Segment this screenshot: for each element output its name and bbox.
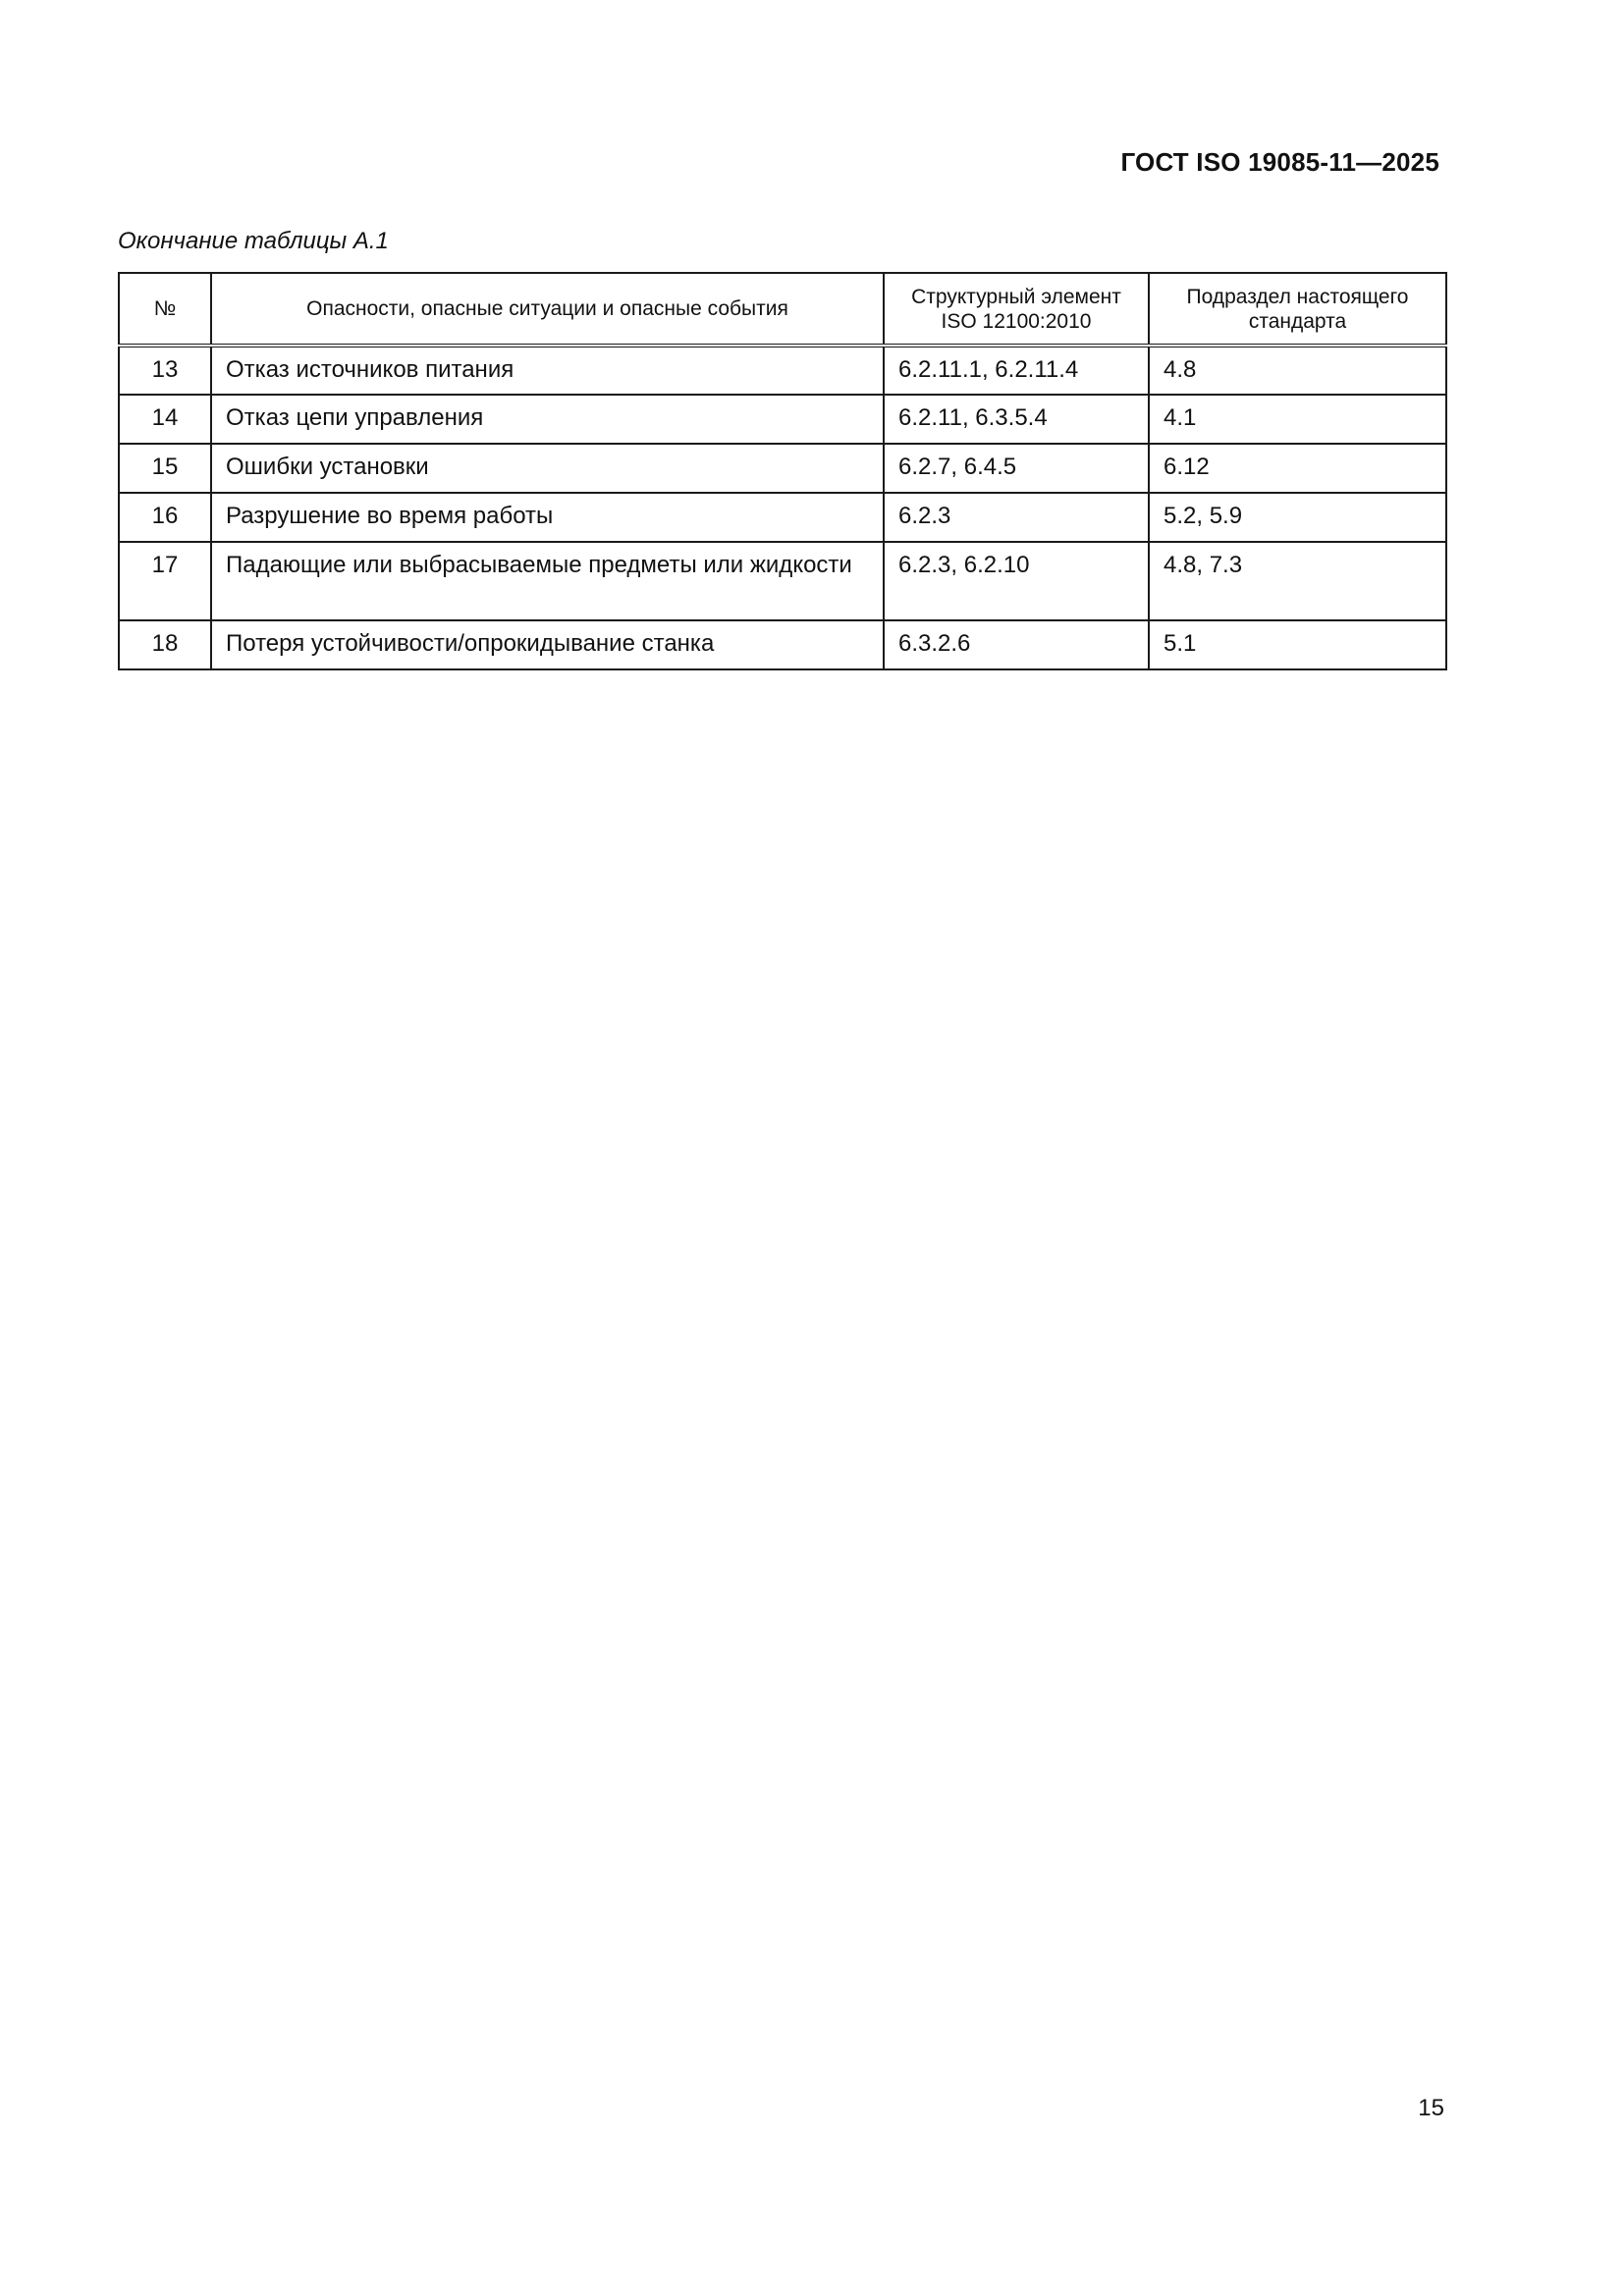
table-header-row <box>119 273 1446 346</box>
table-caption: Окончание таблицы А.1 <box>118 228 389 254</box>
row-hazard: Падающие или выбрасываемые предметы или жидкости <box>211 542 884 620</box>
document-code: ГОСТ ISO 19085-11—2025 <box>1120 147 1439 177</box>
row-subsection: 4.1 <box>1149 395 1446 444</box>
row-structural-element: 6.2.7, 6.4.5 <box>884 444 1149 493</box>
table-row <box>119 395 1446 444</box>
row-hazard: Отказ цепи управления <box>211 395 884 444</box>
table-row <box>119 542 1446 620</box>
row-number: 18 <box>119 620 211 669</box>
row-hazard: Разрушение во время работы <box>211 493 884 542</box>
row-hazard: Отказ источников питания <box>211 346 884 395</box>
row-structural-element: 6.3.2.6 <box>884 620 1149 669</box>
table-row <box>119 493 1446 542</box>
row-structural-element: 6.2.3 <box>884 493 1149 542</box>
row-hazard: Потеря устойчивости/опрокидывание станка <box>211 620 884 669</box>
row-number: 15 <box>119 444 211 493</box>
column-header-structural-element: Структурный элемент ISO 12100:2010 <box>884 273 1149 346</box>
row-structural-element: 6.2.11.1, 6.2.11.4 <box>884 346 1149 395</box>
column-header-subsection: Подраздел настоящего стандарта <box>1149 273 1446 346</box>
hazard-table <box>118 272 1447 670</box>
row-subsection: 6.12 <box>1149 444 1446 493</box>
row-number: 17 <box>119 542 211 620</box>
table-row <box>119 620 1446 669</box>
row-number: 13 <box>119 346 211 395</box>
page-number: 15 <box>1418 2095 1444 2121</box>
table-row <box>119 444 1446 493</box>
column-header-number: № <box>119 273 211 346</box>
row-number: 16 <box>119 493 211 542</box>
column-header-hazards: Опасности, опасные ситуации и опасные события <box>211 273 884 346</box>
row-number: 14 <box>119 395 211 444</box>
row-subsection: 5.2, 5.9 <box>1149 493 1446 542</box>
row-subsection: 4.8 <box>1149 346 1446 395</box>
row-hazard: Ошибки установки <box>211 444 884 493</box>
row-structural-element: 6.2.11, 6.3.5.4 <box>884 395 1149 444</box>
row-subsection: 4.8, 7.3 <box>1149 542 1446 620</box>
row-structural-element: 6.2.3, 6.2.10 <box>884 542 1149 620</box>
table-row <box>119 346 1446 395</box>
row-subsection: 5.1 <box>1149 620 1446 669</box>
